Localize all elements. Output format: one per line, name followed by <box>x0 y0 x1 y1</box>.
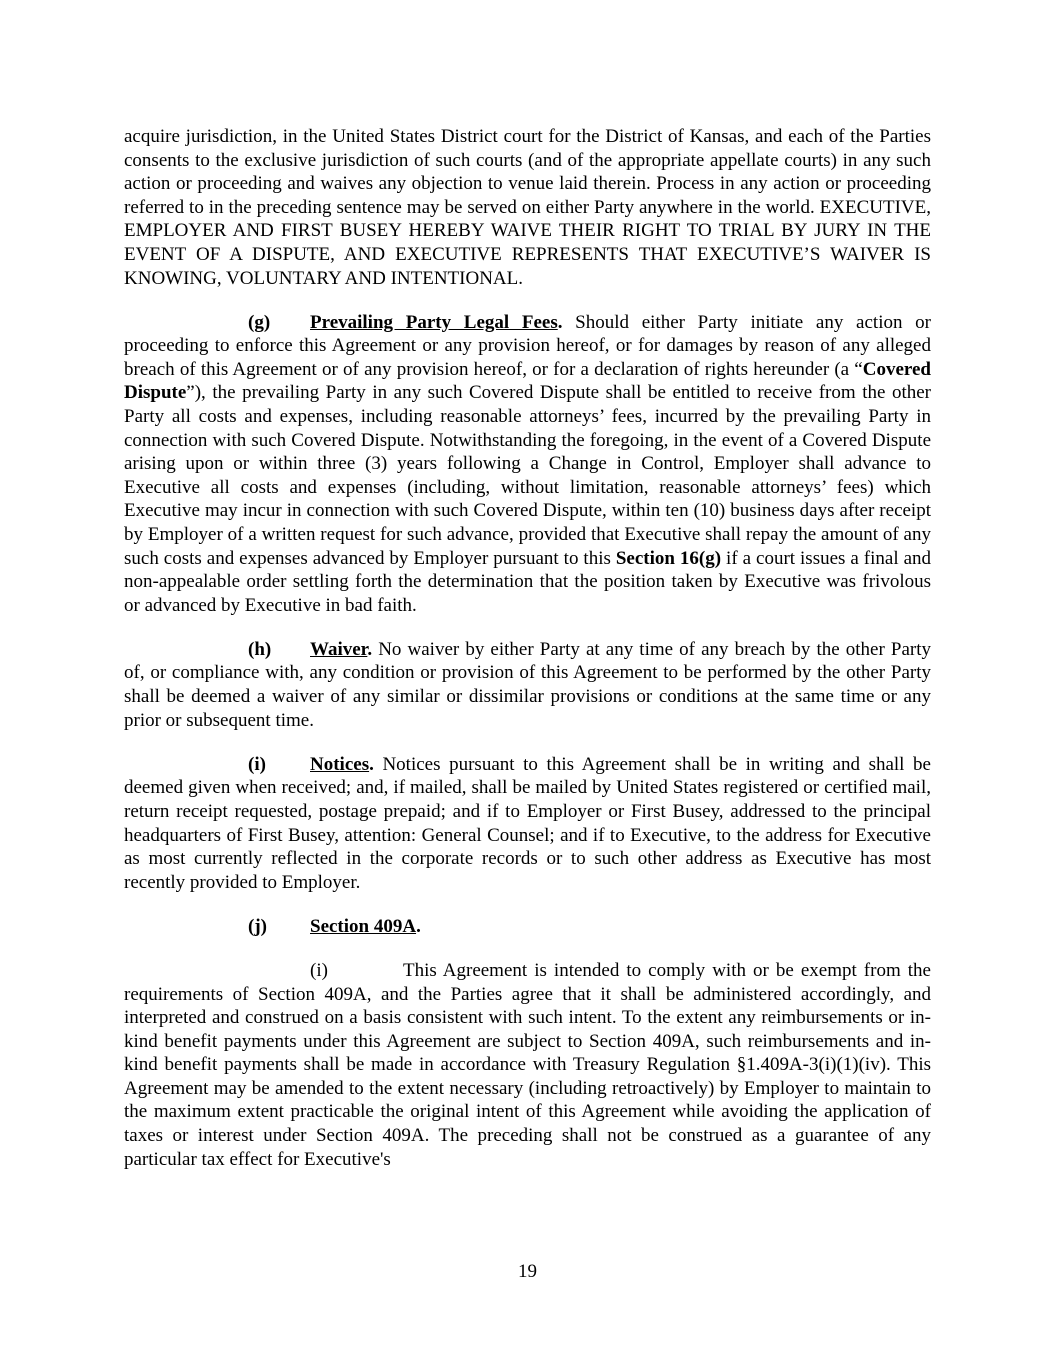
page-number: 19 <box>518 1261 537 1282</box>
section-g-heading-punct: . <box>557 311 563 333</box>
section-i-text: Notices pursuant to this Agreement shall be in writing and shall be deemed given when received; and, if mailed, shall be mailed by United States registered or certified mail, return receipt requested, postage prepaid; and if to Employer or First Busey, addressed to the principal headquarters of First Busey, attention: General Counsel; and if to Executive, to the address for Executive as most currently reflected in the corporate records or to such other address as Executive has most recently provided to Employer. <box>124 753 931 893</box>
section-g-heading: Prevailing Party Legal Fees <box>310 311 558 333</box>
section-h-heading: Waiver <box>310 638 368 660</box>
section-j-marker: (j) <box>248 915 267 937</box>
section-g-marker: (g) <box>248 311 271 333</box>
section-i-heading-punct: . <box>369 753 374 775</box>
section-g-text-2: ”), the prevailing Party in any such Covered Dispute shall be entitled to receive from the other Party all costs and expenses, including reasonable attorneys’ fees, incurred by the prevailing Party in connection with such Covered Dispute. Notwithstanding the foregoing, in the event of a Covered Dispute arising upon or within three (3) years following a Change in Control, Employer shall advance to Executive all costs and expenses (including, without limitation, reasonable attorneys’ fees) which Executive may incur in connection with such Covered Dispute, within ten (10) business days after receipt by Employer of a written request for such advance, provided that Executive shall repay the amount of any such costs and expenses advanced by Employer pursuant to this <box>124 382 931 569</box>
paragraph-g-prevailing-party-legal-fees <box>124 311 931 618</box>
section-h-heading-punct: . <box>367 638 373 660</box>
paragraph-j-section-409a <box>124 915 931 939</box>
paragraph-f-continuation-text: acquire jurisdiction, in the United States District court for the District of Kansas, and each of the Parties consents to the exclusive jurisdiction of such courts (and of the appropriate appellate courts) in any such action or proceeding and waives any objection to venue laid therein. Process in any action or proceeding referred to in the preceding sentence may be served on either Party anywhere in the world. EXECUTIVE, EMPLOYER AND FIRST BUSEY HEREBY WAIVE THEIR RIGHT TO TRIAL BY JURY IN THE EVENT OF A DISPUTE, AND EXECUTIVE REPRESENTS THAT EXECUTIVE’S WAIVER IS KNOWING, VOLUNTARY AND INTENTIONAL. <box>124 126 931 289</box>
paragraph-j-subsection-i <box>124 959 931 1171</box>
subsection-i-marker: (i) <box>310 959 328 981</box>
paragraph-h-waiver <box>124 638 931 732</box>
paragraph-i-notices <box>124 753 931 895</box>
section-g-text-1: Should either Party initiate any action or proceeding to enforce this Agreement or any provision hereof, or for damages by reason of any alleged breach of this Agreement or of any provision hereof, or for a declaration of rights hereunder (a “ <box>124 311 931 380</box>
document-body <box>124 125 931 1171</box>
covered-dispute-term: Covered Dispute <box>124 358 931 404</box>
section-i-heading: Notices <box>310 753 370 775</box>
paragraph-f-continuation <box>124 125 931 290</box>
section-j-heading: Section 409A <box>310 915 417 937</box>
section-16g-reference: Section 16(g) <box>615 547 722 569</box>
section-h-marker: (h) <box>248 638 272 660</box>
section-i-marker: (i) <box>248 753 266 775</box>
section-g-text-3: if a court issues a final and non-appealable order settling forth the determination that the position taken by Executive was frivolous or advanced by Executive in bad faith. <box>124 547 932 616</box>
section-j-heading-punct: . <box>416 915 421 937</box>
section-h-text: No waiver by either Party at any time of any breach by the other Party of, or compliance with, any condition or provision of this Agreement to be performed by the other Party shall be deemed a waiver of any similar or dissimilar provisions or conditions at the same time or any prior or subsequent time. <box>124 638 931 731</box>
subsection-i-text: This Agreement is intended to comply with or be exempt from the requirements of Section 409A, and the Parties agree that it shall be administered accordingly, and interpreted and construed on a basis consistent with such intent. To the extent any reimbursements or in-kind benefit payments under this Agreement are subject to Section 409A, such reimbursements and in-kind benefit payments shall be made in accordance with Treasury Regulation §1.409A-3(i)(1)(iv). This Agreement may be amended to the extent necessary (including retroactively) by Employer to maintain to the maximum extent practicable the original intent of this Agreement while avoiding the application of taxes or interest under Section 409A. The preceding shall not be construed as a guarantee of any particular tax effect for Executive's <box>124 959 931 1170</box>
